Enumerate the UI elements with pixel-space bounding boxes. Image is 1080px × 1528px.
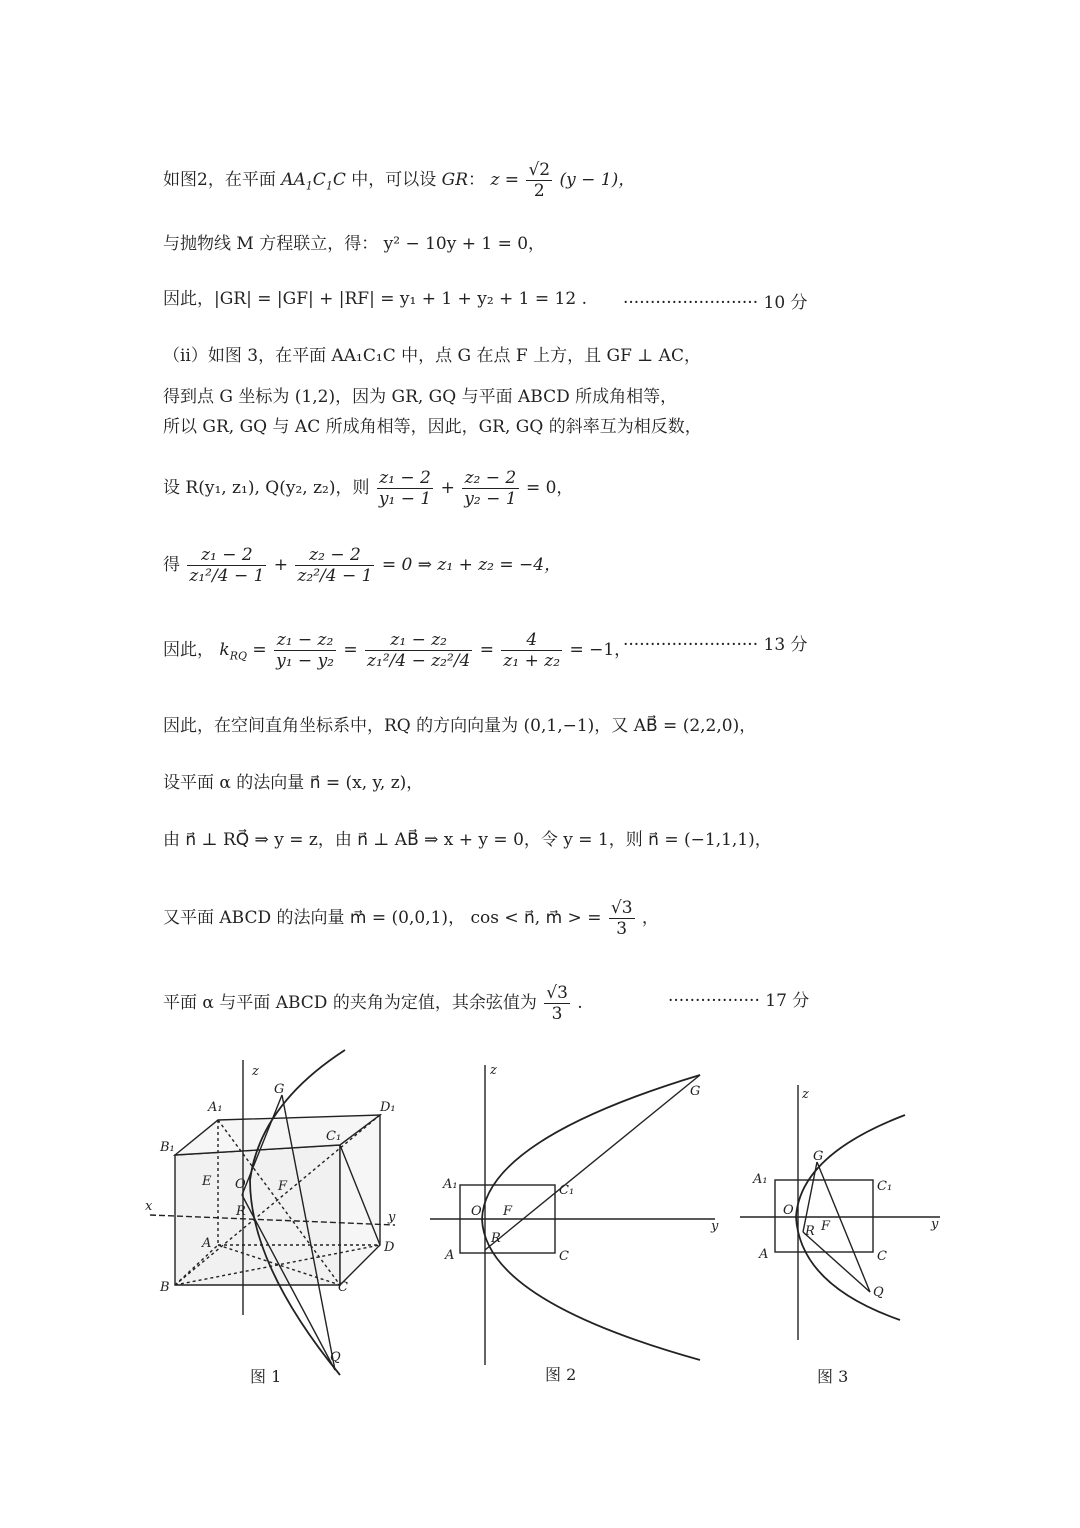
fraction-9a: $\frac{\text{z₁ − z₂}}{\text{y₁ − y₂}}$	[276, 630, 334, 671]
svg-text:z: z	[252, 1064, 259, 1079]
line-3: 因此，|GR| = |GF| + |RF| = y₁ + 1 + y₂ + 1 = 12 .	[163, 289, 587, 309]
svg-text:z: z	[802, 1087, 809, 1102]
svg-text:C₁: C₁	[326, 1129, 342, 1144]
line-13-prefix: 又平面 ABCD 的法向量 m⃗ = (0,0,1)， cos < n⃗, m⃗ > =	[163, 908, 602, 928]
line-1-z: z =	[490, 170, 520, 190]
line-7-prefix: 设 R(y₁, z₁), Q(y₂, z₂)，则	[163, 478, 370, 498]
line-9-tail: = −1，	[569, 640, 632, 660]
line-13	[163, 898, 659, 939]
line-1-prefix: 如图2，在平面	[163, 170, 276, 190]
svg-text:B₁: B₁	[160, 1140, 175, 1155]
svg-text:F: F	[278, 1179, 288, 1194]
svg-text:R: R	[805, 1224, 815, 1239]
svg-text:A: A	[445, 1248, 455, 1263]
svg-text:A₁: A₁	[208, 1100, 223, 1115]
line-1: 如图2，在平面 $AA_1C_1C$ 中，可以设 GR： z = $\frac{√2}{2}$ (y − 1)，	[163, 160, 636, 201]
svg-text:x: x	[145, 1199, 153, 1214]
fraction-9b: $\frac{\text{z₁ − z₂}}{\text{z₁²/4 − z₂²/4}}$	[367, 630, 471, 671]
line-8-tail: = 0 ⇒ z₁ + z₂ = −4，	[381, 555, 562, 575]
svg-text:R: R	[236, 1204, 246, 1219]
figure-3	[735, 1080, 950, 1345]
svg-text:A₁: A₁	[753, 1172, 768, 1187]
svg-text:A: A	[202, 1236, 212, 1251]
fraction-7a: $\frac{\text{z₁ − 2}}{\text{y₁ − 1}}$	[378, 468, 432, 509]
fraction-sqrt3-over-3-a: $\frac{√3}{3}$	[610, 898, 633, 939]
figure-3-caption: 图 3	[817, 1367, 849, 1386]
svg-text:D: D	[384, 1240, 395, 1255]
svg-text:C₁: C₁	[877, 1179, 893, 1194]
line-8: 得 $\frac{\text{z₁ − 2}}{\text{z₁²/4 − 1}}$ + $\frac{\text{z₂ − 2}}{\text{z₂²/4 − 1}}$ = 0 ⇒ z₁ + z₂ = −4，	[163, 545, 562, 586]
svg-text:y: y	[711, 1219, 719, 1234]
line-9-prefix: 因此，	[163, 640, 214, 660]
svg-text:C₁: C₁	[559, 1183, 575, 1198]
fraction-sqrt2-over-2: $\frac{√2}{2}$	[528, 160, 551, 201]
line-1-gr: GR	[441, 170, 469, 190]
line-12: 由 n⃗ ⊥ RQ⃗ ⇒ y = z，由 n⃗ ⊥ AB⃗ ⇒ x + y = 0，令 y = 1，则 n⃗ = (−1,1,1)，	[163, 830, 772, 850]
line-14	[163, 983, 583, 1024]
svg-text:C: C	[559, 1249, 569, 1264]
figure-2-caption: 图 2	[545, 1365, 577, 1384]
line-13-tail: ，	[641, 908, 659, 928]
svg-text:G: G	[690, 1084, 701, 1099]
line-14-prefix: 平面 α 与平面 ABCD 的夹角为定值，其余弦值为	[163, 993, 537, 1013]
line-1-tail: (y − 1)，	[559, 170, 636, 190]
svg-text:z: z	[490, 1063, 497, 1078]
svg-text:Q: Q	[330, 1350, 341, 1365]
score-10: ························· 10 分	[623, 293, 808, 313]
svg-text:G: G	[813, 1149, 824, 1164]
svg-text:y: y	[388, 1210, 396, 1225]
line-10: 因此，在空间直角坐标系中，RQ 的方向向量为 (0,1,−1)，又 AB⃗ = (2,2,0)，	[163, 716, 757, 736]
line-5: 得到点 G 坐标为 (1,2)，因为 GR, GQ 与平面 ABCD 所成角相等，	[163, 387, 678, 407]
fraction-9c: $\frac{4}{\text{z₁ + z₂}}$	[503, 630, 561, 671]
fraction-sqrt3-over-3-b: $\frac{√3}{3}$	[546, 983, 568, 1024]
line-7-tail: = 0，	[525, 478, 574, 498]
svg-text:D₁: D₁	[380, 1100, 396, 1115]
svg-text:R: R	[491, 1231, 501, 1246]
slope-k: k	[219, 640, 230, 660]
svg-text:Q: Q	[873, 1285, 884, 1300]
svg-text:C: C	[877, 1249, 887, 1264]
svg-text:C: C	[338, 1280, 348, 1295]
score-13: ························· 13 分	[623, 635, 808, 655]
line-7	[163, 468, 573, 509]
svg-text:y: y	[931, 1217, 939, 1232]
figure-1	[140, 1045, 410, 1390]
svg-text:O: O	[235, 1177, 246, 1192]
svg-text:O: O	[783, 1203, 794, 1218]
line-1-mid: 中，可以设	[351, 170, 437, 190]
line-11: 设平面 α 的法向量 n⃗ = (x, y, z)，	[163, 773, 424, 793]
line-2: 与抛物线 M 方程联立，得： y² − 10y + 1 = 0，	[163, 234, 546, 254]
svg-text:E: E	[202, 1174, 212, 1189]
svg-text:A₁: A₁	[443, 1177, 458, 1192]
svg-text:F: F	[503, 1204, 513, 1219]
line-9: 因此， $k_{RQ}$ = $\frac{\text{z₁ − z₂}}{\text{y₁ − y₂}}$ = $\frac{\text{z₁ − z₂}}{\text{z₁²/4 − z₂²/4}}$ = $\frac{4}{\text{z₁ + z₂}}$ = −1，	[163, 630, 632, 671]
figure-2	[425, 1060, 725, 1370]
score-17: ················· 17 分	[668, 991, 810, 1011]
line-4: （ii）如图 3，在平面 AA₁C₁C 中，点 G 在点 F 上方，且 GF ⊥ AC，	[163, 346, 701, 366]
svg-text:F: F	[821, 1219, 831, 1234]
slope-k-subscript: RQ	[229, 649, 248, 663]
fraction-8a: $\frac{\text{z₁ − 2}}{\text{z₁²/4 − 1}}$	[189, 545, 265, 586]
svg-text:A: A	[759, 1247, 769, 1262]
line-8-prefix: 得	[163, 555, 180, 575]
fraction-7b: $\frac{\text{z₂ − 2}}{\text{y₂ − 1}}$	[464, 468, 517, 509]
svg-text:O: O	[471, 1204, 482, 1219]
plus-sign: +	[440, 478, 455, 498]
fraction-8b: $\frac{\text{z₂ − 2}}{\text{z₂²/4 − 1}}$	[297, 545, 373, 586]
svg-text:B: B	[160, 1280, 170, 1295]
line-6: 所以 GR, GQ 与 AC 所成角相等，因此，GR, GQ 的斜率互为相反数，	[163, 417, 702, 437]
svg-text:G: G	[274, 1082, 285, 1097]
line-14-tail: .	[577, 993, 583, 1013]
figure-1-caption: 图 1	[250, 1367, 282, 1386]
